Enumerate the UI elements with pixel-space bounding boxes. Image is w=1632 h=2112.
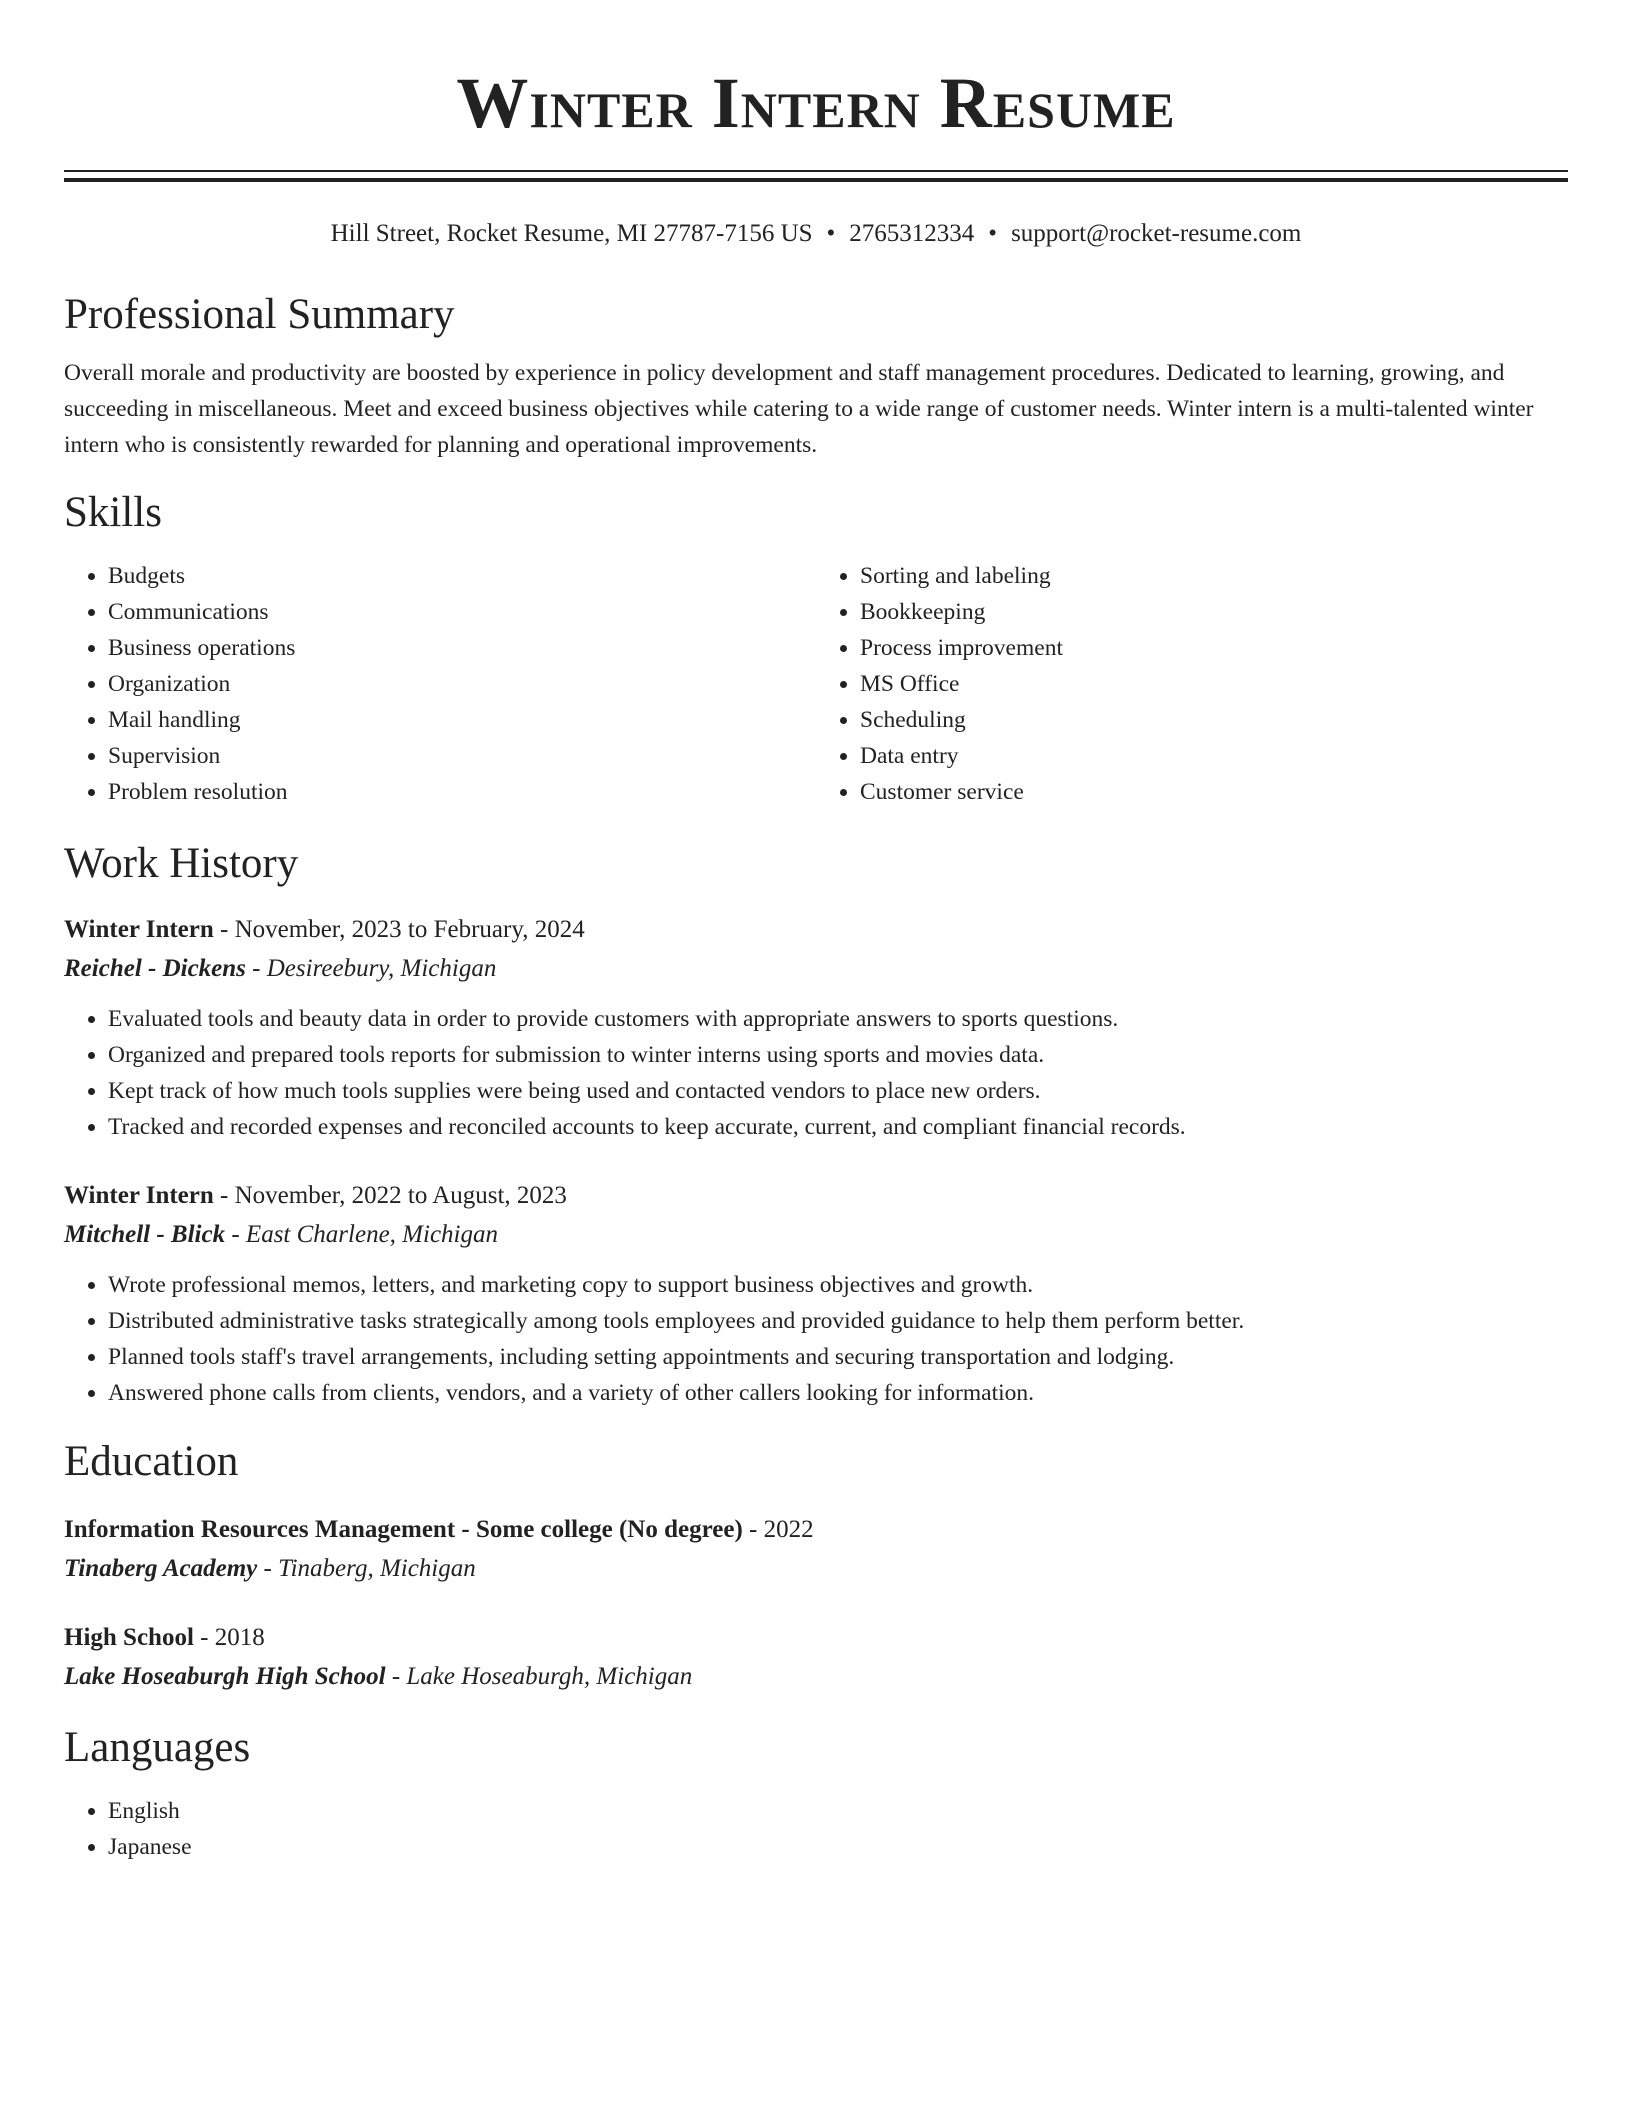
job-bullet: • Planned tools staff's travel arrangements, including setting appointments and securing transportation and lodging. [108,1339,1568,1375]
job-bullet: • Distributed administrative tasks strategically among tools employees and provided guidance to help them perform better. [108,1303,1568,1339]
languages-list [64,1793,1568,1865]
contact-phone: 2765312334 [849,220,975,247]
job-location: - Desireebury, Michigan [252,955,497,982]
education-year: - 2022 [749,1516,814,1543]
job-title: Winter Intern [64,1182,214,1209]
contact-line [64,218,1568,250]
education-school: Lake Hoseaburgh High School [64,1663,386,1690]
skills-list-right [816,558,1568,810]
contact-separator: • [988,220,998,247]
skill-item: • Supervision [108,738,816,774]
education-school-line [64,1549,1568,1589]
skills-columns [64,558,1568,810]
job-location: - East Charlene, Michigan [231,1221,498,1248]
job-bullet: • Tracked and recorded expenses and reconciled accounts to keep accurate, current, and compliant financial records. [108,1109,1568,1145]
job-title-line [64,911,1568,949]
education-year: - 2018 [200,1624,265,1651]
job-dates: - November, 2022 to August, 2023 [220,1182,567,1209]
skill-item: • Organization [108,666,816,702]
job-title: Winter Intern [64,916,214,943]
education-degree-line [64,1619,1568,1657]
education-heading: Education [64,1438,239,1485]
job-title-line [64,1177,1568,1215]
skill-item: • Communications [108,594,816,630]
title-rule-thin [64,170,1568,172]
job-company: Mitchell - Blick [64,1221,226,1248]
skill-item: • Scheduling [860,702,1568,738]
skills-list-left [64,558,816,810]
job-bullet: • Organized and prepared tools reports for submission to winter interns using sports and movies data. [108,1037,1568,1073]
education-school: Tinaberg Academy [64,1555,258,1582]
education-location: - Tinaberg, Michigan [263,1555,476,1582]
job-bullets [64,1267,1568,1411]
job-company-line [64,949,1568,989]
skill-item: • Bookkeeping [860,594,1568,630]
skill-item: • Business operations [108,630,816,666]
skill-item: • Customer service [860,774,1568,810]
skill-item: • MS Office [860,666,1568,702]
languages-heading: Languages [64,1724,251,1771]
job-entry [64,1177,1568,1411]
contact-separator: • [826,220,836,247]
skills-heading: Skills [64,489,162,536]
job-bullet: • Evaluated tools and beauty data in order to provide customers with appropriate answers to sports questions. [108,1001,1568,1037]
skill-item: • Mail handling [108,702,816,738]
education-degree: High School [64,1624,194,1651]
job-bullet: • Kept track of how much tools supplies were being used and contacted vendors to place new orders. [108,1073,1568,1109]
education-school-line [64,1657,1568,1697]
skill-item: • Problem resolution [108,774,816,810]
job-bullet: • Answered phone calls from clients, vendors, and a variety of other callers looking for information. [108,1375,1568,1411]
title-rule-thick [64,178,1568,182]
summary-heading: Professional Summary [64,291,455,338]
education-degree: Information Resources Management - Some college (No degree) [64,1516,743,1543]
job-bullets [64,1001,1568,1145]
job-entry [64,911,1568,1145]
resume-title: Winter Intern Resume [456,63,1176,143]
language-item: • Japanese [108,1829,1568,1865]
skill-item: • Data entry [860,738,1568,774]
education-entry [64,1619,1568,1697]
job-company-line [64,1215,1568,1255]
language-item: • English [108,1793,1568,1829]
skill-item: • Process improvement [860,630,1568,666]
skill-item: • Sorting and labeling [860,558,1568,594]
contact-email: support@rocket-resume.com [1011,220,1302,247]
education-degree-line [64,1511,1568,1549]
work-history-heading: Work History [64,840,299,887]
job-dates: - November, 2023 to February, 2024 [220,916,585,943]
education-entry [64,1511,1568,1589]
contact-address: Hill Street, Rocket Resume, MI 27787-7156 US [330,220,813,247]
job-company: Reichel - Dickens [64,955,246,982]
resume-page [64,0,1568,1865]
summary-text: Overall morale and productivity are boosted by experience in policy development and staff management procedures. Dedicated to learning, growing, and succeeding in miscellaneous. Meet and exceed business objectives while catering to a wide range of customer needs. Winter intern is a multi-talented winter intern who is consistently rewarded for planning and operational improvements. [64,360,1534,458]
skill-item: • Budgets [108,558,816,594]
job-bullet: • Wrote professional memos, letters, and marketing copy to support business objectives and growth. [108,1267,1568,1303]
education-location: - Lake Hoseaburgh, Michigan [391,1663,693,1690]
